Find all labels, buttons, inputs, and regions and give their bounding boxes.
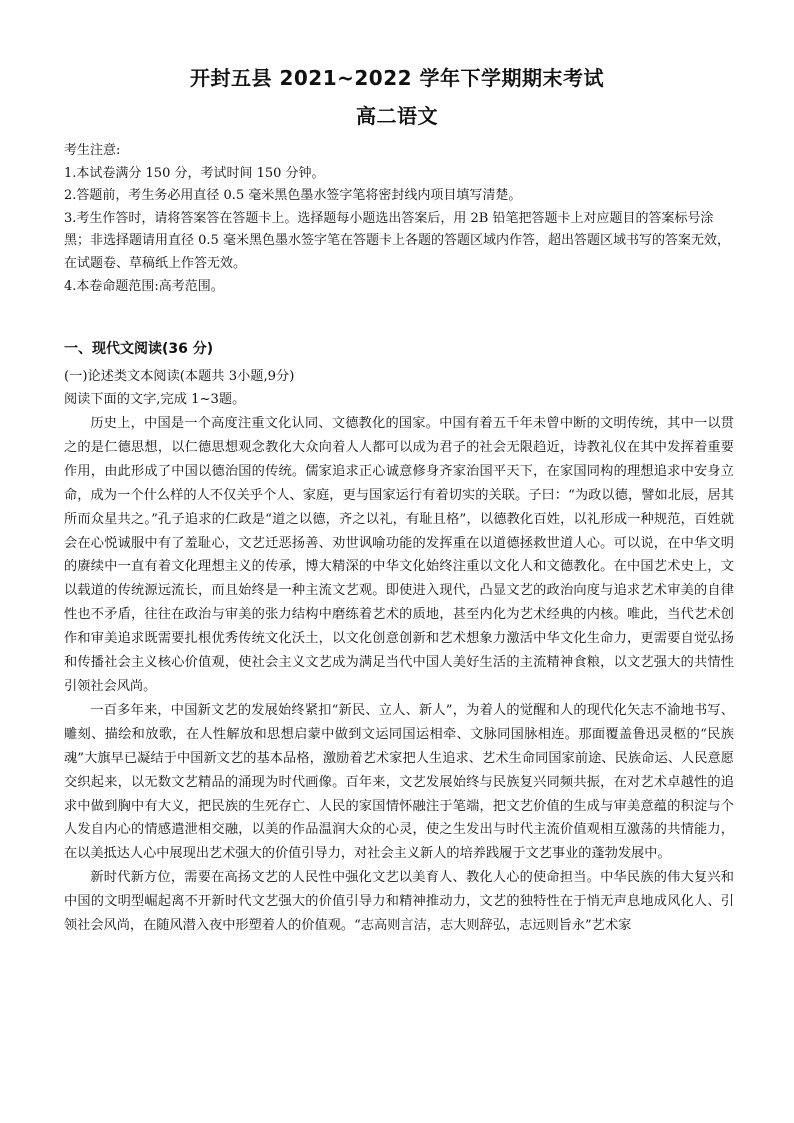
passage-paragraph-2: 一百多年来，中国新文艺的发展始终紧扣“新民、立人、新人”，为着人的觉醒和人的现代化矢志不渝地书写、雕刻、描绘和放歌，在人性解放和思想启蒙中做到文运同国运相牵、文脉同国脉相连。那面覆盖鲁迅灵柩的“民族魂”大旗早已凝结于中国新文艺的基本品格，激励着艺术家把人生追求、艺术生命同国家前途、民族命运、人民意愿交织起来，以无数文艺精品的涌现为时代画像。百年来，文艺发展始终与民族复兴同频共振，在对艺术卓越性的追求中做到胸中有大义，把民族的生死存亡、人民的家国情怀融注于笔端，把文艺价值的生成与审美意蕴的积淀与个人发自内心的情感遣泄相交融，以美的作品温润大众的心灵，使之生发出与时代主流价值观相互激荡的共情能力，在以美抵达人心中展现出艺术强大的价值引导力，对社会主义新人的培养践履于文艺事业的蓬勃发展中。 [64,702,734,862]
section-heading: 一、现代文阅读(36 分) [64,341,214,357]
note-item-4: 4.本卷命题范围:高考范围。 [64,278,224,294]
passage-paragraph-1: 历史上，中国是一个高度注重文化认同、文德教化的国家。中国有着五千年未曾中断的文明传统，其中一以贯之的是仁德思想，以仁德思想观念教化大众向着人人都可以成为君子的社会无限趋近，诗教礼仪在其中发挥着重要作用，由此形成了中国以德治国的传统。儒家追求正心诚意修身齐家治国平天下，在家国同构的理想追求中安身立命，成为一个什么样的人不仅关乎个人、家庭，更与国家运行有着切实的关联。子曰：“为政以德，譬如北辰，居其所而众星共之。”孔子追求的仁政是“道之以德，齐之以礼，有耻且格”，以德教化百姓，以礼形成一种规范，百姓就会在心悦诚服中有了羞耻心，文艺迁恶扬善、劝世讽喻功能的发挥重在以道德拯救世道人心。可以说，在中华文明的赓续中一直有着文化理想主义的传承，博大精深的中华文化始终注重以文化人和文德教化。在中国艺术史上，文以载道的传统源远流长，而且始终是一种主流文艺观。即使进入现代，凸显文艺的政治向度与追求艺术审美的自律性也不矛盾，往往在政治与审美的张力结构中磨练着艺术的质地，甚至内化为艺术经典的内核。唯此，当代艺术创作和审美追求既需要扎根优秀传统文化沃土，以文化创意创新和艺术想象力激活中华文化生命力，更需要自觉弘扬和传播社会主义核心价值观，使社会主义文艺成为满足当代中国人美好生活的主流精神食粮，以文艺强大的共情性引领社会风尚。 [64,416,734,694]
subsection-heading: (一)论述类文本阅读(本题共 3小题,9分) [64,369,295,384]
notes-heading: 考生注意: [64,143,121,158]
note-item-2: 2.答题前，考生务必用直径 0.5 毫米黑色墨水签字笔将密封线内项目填写清楚。 [64,188,522,204]
exam-title: 开封五县 2021~2022 学年下学期期末考试 [189,66,604,90]
passage-paragraph-3: 新时代新方位，需要在高扬文艺的人民性中强化文艺以美育人、教化人心的使命担当。中华民族的伟大复兴和中国的文明型崛起离不开新时代文艺强大的价值引导力和精神推动力，文艺的独特性在于悄无声息地成风化人、引领社会风尚，在随风潜入夜中形塑着人的价值观。“志高则言洁，志大则辞弘，志远则旨永”艺术家 [64,870,734,934]
reading-instruction: 阅读下面的文字,完成 1~3题。 [64,392,246,407]
exam-subject: 高二语文 [356,104,438,128]
reading-passage [64,412,734,938]
note-item-1: 1.本试卷满分 150 分，考试时间 150 分钟。 [64,165,325,181]
note-item-3: 3.考生作答时，请将答案答在答题卡上。选择题每小题选出答案后，用 2B 铅笔把答题卡上对应题目的答案标号涂黑；非选择题请用直径 0.5 毫米黑色墨水签字笔在答题卡上各题的答题区域内作答，超出答题区域书写的答案无效，在试题卷、草稿纸上作答无效。 [64,210,730,271]
candidate-notes [64,140,734,298]
